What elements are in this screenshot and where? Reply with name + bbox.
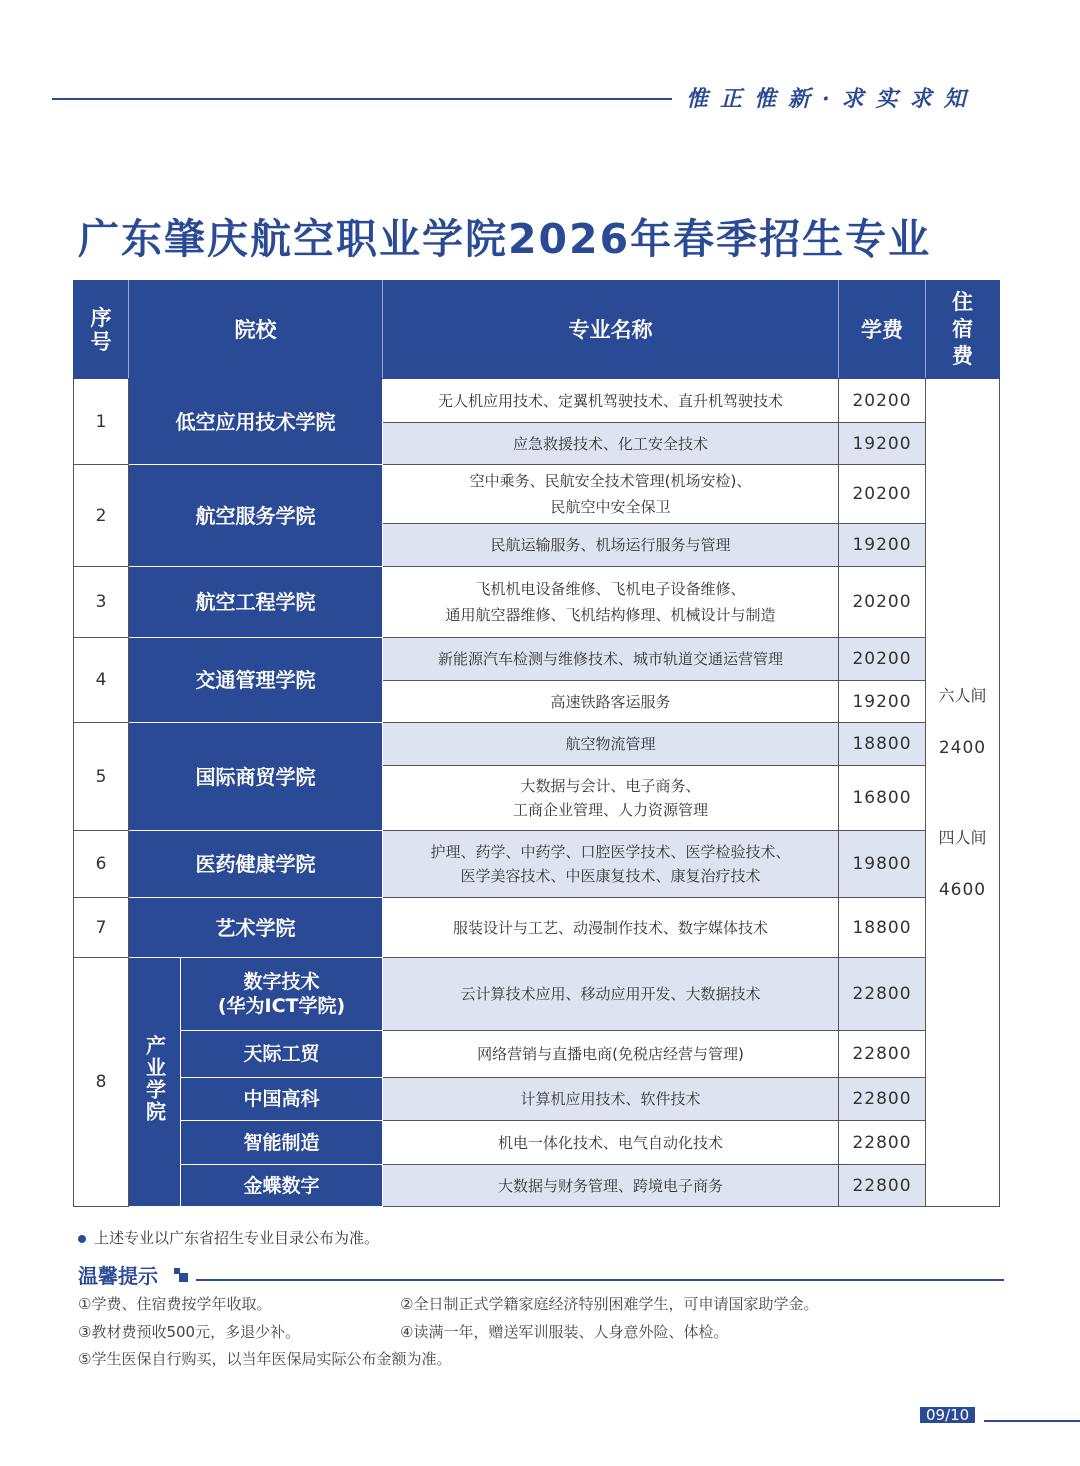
major-name: 网络营销与直播电商(免税店经营与管理) [383, 1031, 839, 1078]
table-row [74, 898, 1000, 958]
major-name: 航空物流管理 [383, 723, 839, 766]
major-name: 护理、药学、中药学、口腔医学技术、医学检验技术、 医学美容技术、中医康复技术、康复治疗技术 [383, 831, 839, 898]
major-name: 大数据与财务管理、跨境电子商务 [383, 1165, 839, 1207]
header-rule [52, 98, 672, 100]
major-name: 计算机应用技术、软件技术 [383, 1078, 839, 1121]
header-major: 专业名称 [383, 281, 839, 379]
tip-item: ⑤学生医保自行购买，以当年医保局实际公布金额为准。 [78, 1350, 452, 1368]
tuition: 22800 [839, 1121, 926, 1165]
tips-rule [196, 1279, 1004, 1281]
tuition: 22800 [839, 1031, 926, 1078]
header-index: 序 号 [74, 281, 129, 379]
page-number: 09/10 [920, 1407, 975, 1423]
table-row [74, 831, 1000, 898]
tips-heading: 温馨提示 [78, 1264, 158, 1288]
row-index: 7 [74, 898, 129, 958]
tuition: 20200 [839, 465, 926, 524]
page-title: 广东肇庆航空职业学院2026年春季招生专业 [78, 215, 932, 263]
table-row [74, 1031, 1000, 1078]
lodging-four-label: 四人间 [938, 827, 987, 847]
lodging-six-fee: 2400 [938, 737, 987, 758]
table-row [74, 379, 1000, 423]
tuition: 19200 [839, 681, 926, 723]
row-index: 6 [74, 831, 129, 898]
tip-item: ①学费、住宿费按学年收取。 [78, 1295, 272, 1313]
corner-mark-icon [174, 1268, 188, 1282]
tuition: 16800 [839, 766, 926, 831]
major-name: 大数据与会计、电子商务、 工商企业管理、人力资源管理 [383, 766, 839, 831]
row-index: 3 [74, 567, 129, 638]
row-index: 4 [74, 638, 129, 723]
tuition: 18800 [839, 723, 926, 766]
table-row [74, 723, 1000, 766]
college-name: 艺术学院 [129, 898, 383, 958]
major-name: 应急救援技术、化工安全技术 [383, 423, 839, 465]
tuition: 18800 [839, 898, 926, 958]
row-index: 5 [74, 723, 129, 831]
table-row [74, 1165, 1000, 1207]
table-row [74, 465, 1000, 524]
sub-college-name: 金蝶数字 [181, 1165, 383, 1207]
tip-item: ③教材费预收500元，多退少补。 [78, 1323, 301, 1341]
college-name: 低空应用技术学院 [129, 379, 383, 465]
college-name: 国际商贸学院 [129, 723, 383, 831]
sub-college-name: 中国高科 [181, 1078, 383, 1121]
major-name: 空中乘务、民航安全技术管理(机场安检)、 民航空中安全保卫 [383, 465, 839, 524]
tuition: 19200 [839, 423, 926, 465]
major-name: 高速铁路客运服务 [383, 681, 839, 723]
major-name: 无人机应用技术、定翼机驾驶技术、直升机驾驶技术 [383, 379, 839, 423]
college-name: 航空工程学院 [129, 567, 383, 638]
tip-item: ④读满一年，赠送军训服装、人身意外险、体检。 [400, 1323, 729, 1341]
table-row [74, 958, 1000, 1031]
row-index: 8 [74, 958, 129, 1207]
tuition: 20200 [839, 567, 926, 638]
sub-college-name: 天际工贸 [181, 1031, 383, 1078]
table-header [74, 281, 1000, 379]
tuition: 20200 [839, 379, 926, 423]
header-tuition: 学费 [839, 281, 926, 379]
tuition: 22800 [839, 958, 926, 1031]
footnote-text: 上述专业以广东省招生专业目录公布为准。 [94, 1229, 380, 1247]
tuition: 20200 [839, 638, 926, 681]
tuition: 22800 [839, 1165, 926, 1207]
college-name: 交通管理学院 [129, 638, 383, 723]
major-name: 飞机机电设备维修、飞机电子设备维修、 通用航空器维修、飞机结构修理、机械设计与制造 [383, 567, 839, 638]
majors-table [73, 280, 1000, 1207]
motto: 惟正惟新·求实求知 [686, 86, 978, 112]
tuition: 19200 [839, 524, 926, 567]
page-rule [984, 1420, 1080, 1422]
lodging-six-label: 六人间 [938, 685, 987, 705]
table-row [74, 1078, 1000, 1121]
major-name: 服装设计与工艺、动漫制作技术、数字媒体技术 [383, 898, 839, 958]
lodging-four-fee: 4600 [938, 879, 987, 900]
major-name: 新能源汽车检测与维修技术、城市轨道交通运营管理 [383, 638, 839, 681]
tuition: 19800 [839, 831, 926, 898]
table-row [74, 1121, 1000, 1165]
college-name [129, 958, 181, 1207]
major-name: 云计算技术应用、移动应用开发、大数据技术 [383, 958, 839, 1031]
sub-college-name: 数字技术 (华为ICT学院) [181, 958, 383, 1031]
footnote [78, 1227, 379, 1248]
row-index: 2 [74, 465, 129, 567]
tip-item: ②全日制正式学籍家庭经济特别困难学生，可申请国家助学金。 [400, 1295, 819, 1313]
college-name-text: 产业学院 [142, 1035, 167, 1123]
table-row [74, 638, 1000, 681]
major-name: 民航运输服务、机场运行服务与管理 [383, 524, 839, 567]
lodging-fees [926, 379, 1000, 1207]
header-college: 院校 [129, 281, 383, 379]
sub-college-name: 智能制造 [181, 1121, 383, 1165]
major-name: 机电一体化技术、电气自动化技术 [383, 1121, 839, 1165]
table-row [74, 567, 1000, 638]
college-name: 医药健康学院 [129, 831, 383, 898]
college-name: 航空服务学院 [129, 465, 383, 567]
row-index: 1 [74, 379, 129, 465]
tuition: 22800 [839, 1078, 926, 1121]
header-lodging: 住 宿 费 [926, 281, 1000, 379]
bullet-icon [78, 1235, 86, 1243]
